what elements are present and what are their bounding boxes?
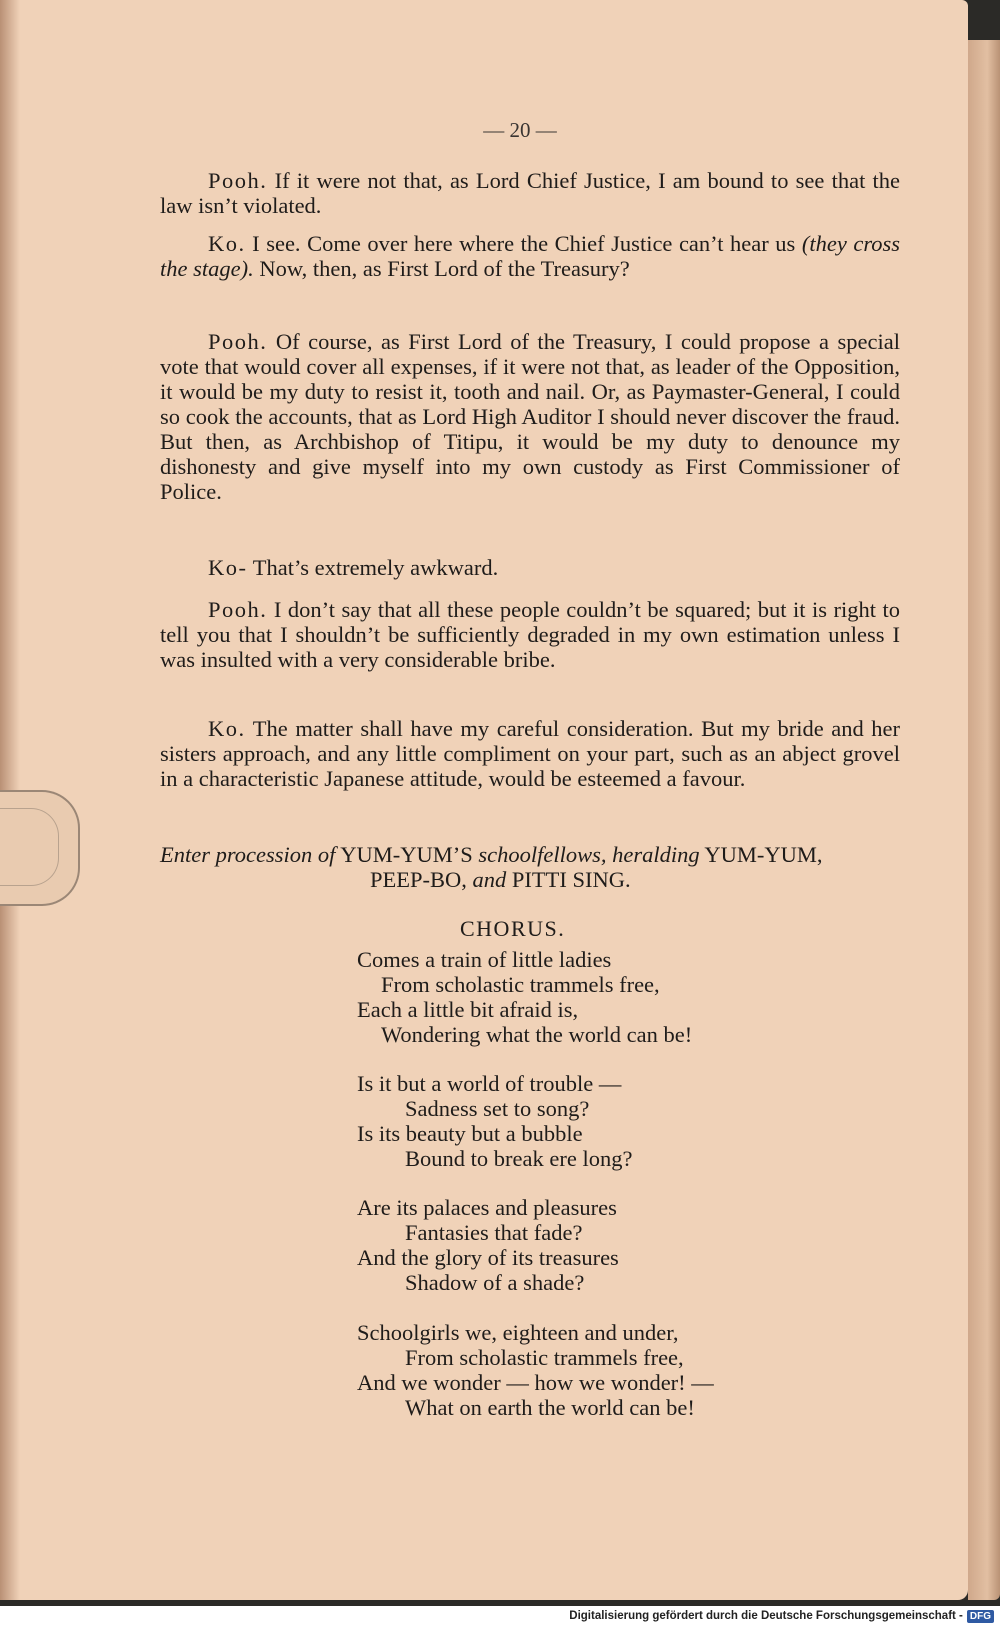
dialogue-text: I don’t say that all these people couldn’t be squared; but it is right to tell you that I shouldn’t be sufficiently degraded in my own estimation unless I was insulted with a very considerable bribe. <box>160 597 900 672</box>
speaker-label: Pooh. <box>208 168 268 193</box>
dialogue-pooh-3 <box>160 597 900 672</box>
dialogue-text: Now, then, as First Lord of the Treasury? <box>259 256 630 281</box>
stage-direction-entrance <box>160 842 900 892</box>
chorus-stanza <box>357 1195 877 1295</box>
dialogue-text: Of course, as First Lord of the Treasury, I could propose a special vote that would cover all expenses, if it were not that, as leader of the Opposition, it would be my duty to resist it, tooth and nail. Or, as Paymaster-General, I could so cook the accounts, that as Lord High Auditor I should never discover the fraud. But then, as Archbishop of Titipu, it would be my duty to denounce my dishonesty and give myself into my own custody as First Commissioner of Police. <box>160 329 900 504</box>
verse-line: Shadow of a shade? <box>405 1270 585 1295</box>
verse-line: Comes a train of little ladies <box>357 947 612 972</box>
verse-line: From scholastic trammels free, <box>405 1345 684 1370</box>
verse-line: Wondering what the world can be! <box>381 1022 693 1047</box>
credit-text: Digitalisierung gefördert durch die Deutsche Forschungsgemeinschaft - <box>569 1610 963 1622</box>
verse-line: Each a little bit afraid is, <box>357 997 579 1022</box>
dialogue-text: That’s extremely awkward. <box>252 555 499 580</box>
dialogue-text: I see. Come over here where the Chief Justice can’t hear us <box>252 231 796 256</box>
verse-line: Is its beauty but a bubble <box>357 1121 583 1146</box>
speaker-label: Pooh. <box>208 597 268 622</box>
chorus-heading: CHORUS. <box>460 916 566 941</box>
speaker-label: Ko. <box>208 716 246 741</box>
chorus-stanza <box>357 947 877 1047</box>
dialogue-text: If it were not that, as Lord Chief Justice, I am bound to see that the law isn’t violated. <box>160 168 901 218</box>
stage-direction-text: and <box>472 867 507 892</box>
verse-line: Are its palaces and pleasures <box>357 1195 617 1220</box>
stage-direction-inline: (they cross the stage). <box>160 231 901 281</box>
verse-line: What on earth the world can be! <box>405 1395 695 1420</box>
character-name: PEEP-BO, <box>370 867 467 892</box>
dfg-logo: DFG <box>967 1610 994 1623</box>
chorus-stanza <box>357 1071 877 1171</box>
verse-line: Is it but a world of trouble — <box>357 1071 622 1096</box>
dialogue-pooh-2 <box>160 329 900 504</box>
verse-line: Sadness set to song? <box>405 1096 590 1121</box>
character-name: YUM-YUM, <box>704 842 823 867</box>
dialogue-ko-3 <box>160 716 900 791</box>
speaker-label: Ko- <box>208 555 248 580</box>
dialogue-pooh-1 <box>160 168 900 218</box>
verse-line: Fantasies that fade? <box>405 1220 583 1245</box>
dialogue-ko-1 <box>160 231 900 281</box>
verse-line: And we wonder — how we wonder! — <box>357 1370 714 1395</box>
speaker-label: Ko. <box>208 231 246 256</box>
character-name: PITTI SING. <box>511 867 631 892</box>
stage-direction-text: Enter procession of <box>160 842 336 867</box>
page-tab-marker <box>0 790 80 906</box>
digitization-credit <box>569 1608 994 1624</box>
dialogue-ko-2 <box>160 555 900 580</box>
verse-line: Schoolgirls we, eighteen and under, <box>357 1320 679 1345</box>
verse-line: Bound to break ere long? <box>405 1146 633 1171</box>
page-number: — 20 — <box>483 118 557 142</box>
speaker-label: Pooh. <box>208 329 268 354</box>
page-edge <box>968 40 1000 1600</box>
dialogue-text: The matter shall have my careful consideration. But my bride and her sisters approach, and any little compliment on your part, such as an abject grovel in a characteristic Japanese attitude, would be esteemed a favour. <box>160 716 900 791</box>
character-name: YUM-YUM’S <box>340 842 473 867</box>
verse-line: From scholastic trammels free, <box>381 972 660 997</box>
chorus-stanza <box>357 1320 877 1420</box>
stage-direction-text: schoolfellows, heralding <box>478 842 700 867</box>
verse-line: And the glory of its treasures <box>357 1245 619 1270</box>
